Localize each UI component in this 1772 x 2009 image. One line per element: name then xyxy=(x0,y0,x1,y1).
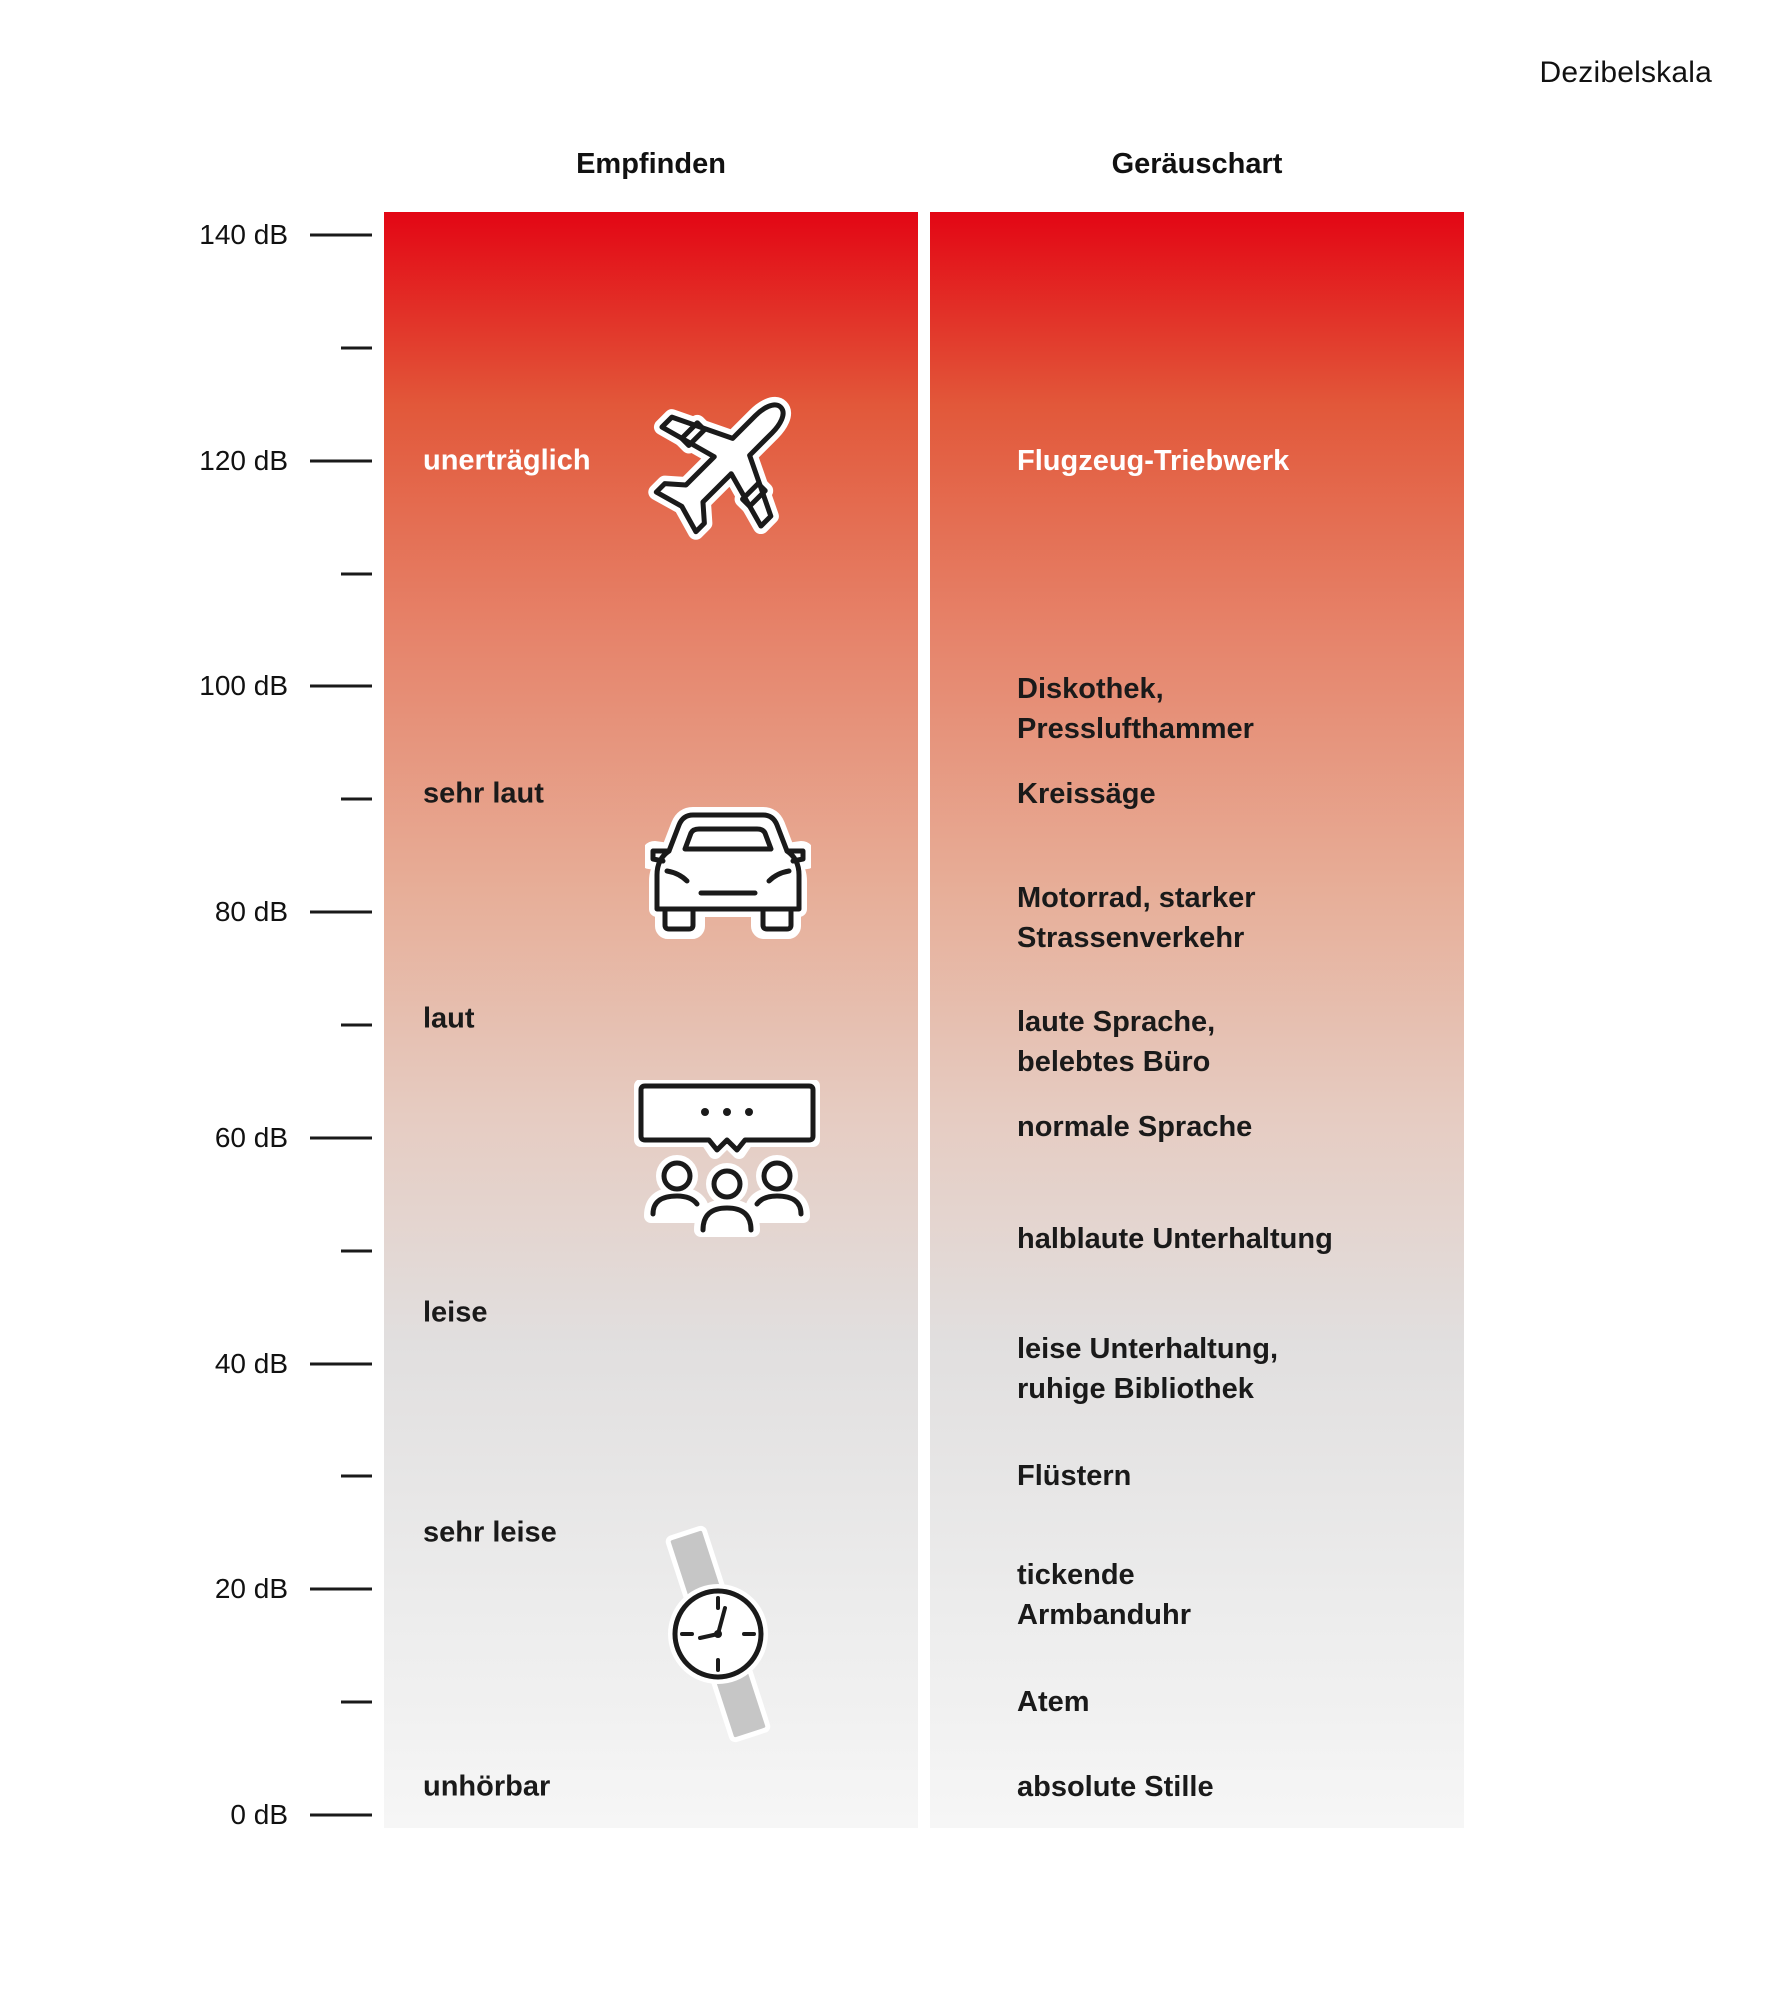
noise-label xyxy=(1017,441,1289,481)
page-title: Dezibelskala xyxy=(1539,56,1712,89)
tick-label: 60 dB xyxy=(214,1121,288,1153)
noise-label-line: Flüstern xyxy=(1017,1460,1132,1493)
noise-label-line: Flugzeug-Triebwerk xyxy=(1017,444,1290,477)
minor-tick xyxy=(341,572,372,575)
noise-label-line: leise Unterhaltung, xyxy=(1017,1333,1279,1366)
major-tick xyxy=(310,911,372,914)
minor-tick xyxy=(341,1701,372,1704)
noise-label xyxy=(1017,1219,1333,1259)
tick-label: 0 dB xyxy=(230,1799,288,1830)
minor-tick xyxy=(341,798,372,801)
tick-label: 80 dB xyxy=(214,896,288,928)
major-tick xyxy=(310,1362,372,1365)
minor-tick xyxy=(341,1024,372,1027)
minor-tick xyxy=(341,1249,372,1252)
noise-label-line: tickende xyxy=(1017,1558,1135,1591)
feeling-label: laut xyxy=(423,1002,475,1035)
tick-label: 100 dB xyxy=(199,670,288,702)
noise-label xyxy=(1017,1456,1131,1496)
noise-label xyxy=(1017,1767,1214,1807)
people-talking-icon xyxy=(631,1080,823,1240)
tick-label: 20 dB xyxy=(214,1573,288,1605)
noise-label-line: halblaute Unterhaltung xyxy=(1017,1223,1333,1256)
noise-label-line: Motorrad, starker xyxy=(1017,881,1256,914)
airplane-icon xyxy=(642,376,812,546)
feeling-label: sehr leise xyxy=(423,1516,557,1549)
tick-label: 140 dB xyxy=(199,219,288,250)
noise-label-line: Presslufthammer xyxy=(1017,713,1254,745)
major-tick xyxy=(310,685,372,688)
noise-label-line: Armbanduhr xyxy=(1017,1598,1191,1631)
noise-label-line: Atem xyxy=(1017,1686,1090,1719)
column-header-feeling: Empfinden xyxy=(576,148,726,180)
noise-label xyxy=(1017,774,1156,814)
minor-tick xyxy=(341,346,372,349)
noise-label xyxy=(1017,669,1254,749)
noise-label-line: Kreissäge xyxy=(1017,777,1156,810)
noise-label-line: Diskothek, xyxy=(1017,673,1164,705)
noise-label-line: Strassenverkehr xyxy=(1017,921,1245,954)
noise-label xyxy=(1017,1329,1278,1409)
noise-label xyxy=(1017,1555,1191,1635)
column-header-noise: Geräuschart xyxy=(1111,148,1283,180)
major-tick xyxy=(310,234,372,237)
noise-label xyxy=(1017,1002,1215,1082)
noise-label xyxy=(1017,1682,1090,1722)
noise-label xyxy=(1017,878,1256,958)
major-tick xyxy=(310,459,372,462)
feeling-label: unhörbar xyxy=(423,1770,551,1803)
tick-label: 120 dB xyxy=(199,444,288,476)
major-tick xyxy=(310,1588,372,1591)
noise-label xyxy=(1017,1107,1252,1147)
feeling-label: sehr laut xyxy=(423,777,544,810)
noise-label-line: belebtes Büro xyxy=(1017,1045,1211,1078)
noise-label-line: normale Sprache xyxy=(1017,1110,1253,1143)
feeling-label: unerträglich xyxy=(423,444,591,477)
major-tick xyxy=(310,1136,372,1139)
minor-tick xyxy=(341,1475,372,1478)
noise-label-line: ruhige Bibliothek xyxy=(1017,1373,1254,1406)
major-tick xyxy=(310,1814,372,1817)
feeling-label: leise xyxy=(423,1296,488,1329)
noise-label-line: laute Sprache, xyxy=(1017,1005,1216,1038)
wristwatch-icon xyxy=(659,1524,777,1744)
tick-label: 40 dB xyxy=(214,1347,288,1379)
car-icon xyxy=(645,805,811,941)
noise-label-line: absolute Stille xyxy=(1017,1770,1214,1803)
